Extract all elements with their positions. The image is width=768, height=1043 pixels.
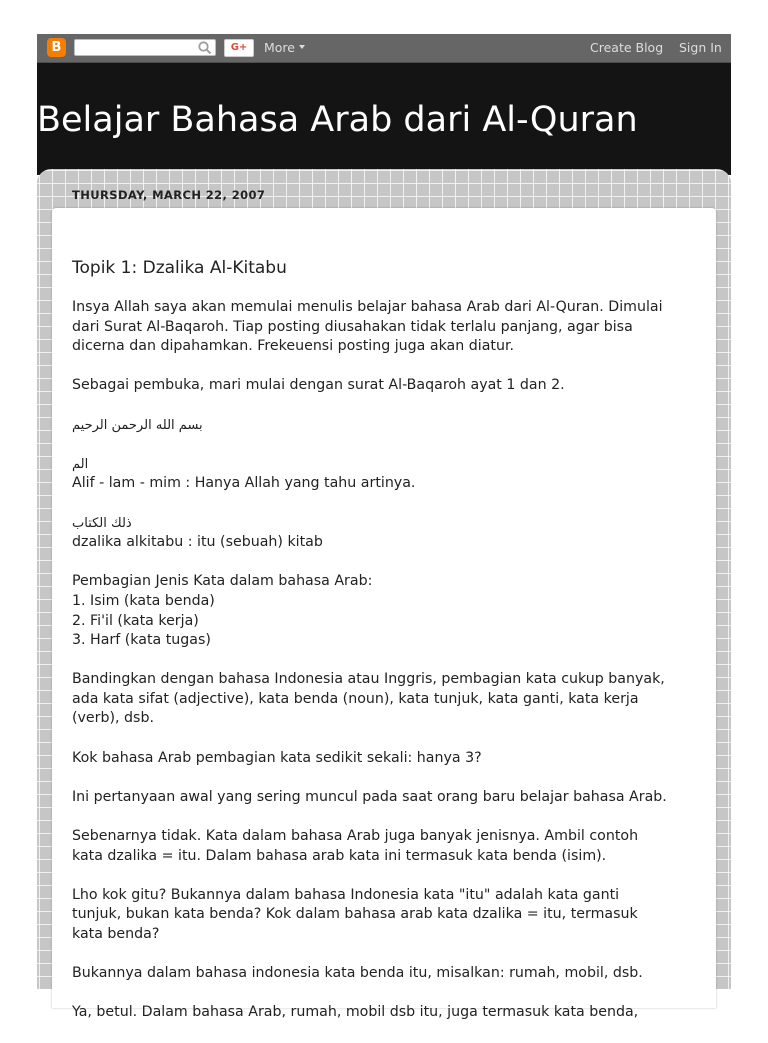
post-text-line: 2. Fi'il (kata kerja) [72, 612, 199, 629]
post-text-line: Insya Allah saya akan memulai menulis belajar bahasa Arab dari Al-Quran. Dimulai [72, 299, 663, 315]
post-paragraph [72, 455, 700, 494]
post-paragraph [72, 572, 700, 650]
post-paragraph [72, 416, 700, 436]
post-paragraph [72, 1003, 700, 1023]
post-paragraph [72, 749, 700, 769]
blog-header [37, 63, 731, 175]
post-text-line: dicerna dan dipahamkan. Frekeuensi posting juga akan diatur. [72, 338, 514, 355]
post-paragraph [72, 788, 700, 808]
post-text-line: 1. Isim (kata benda) [72, 592, 215, 609]
google-plus-icon[interactable]: G+ [224, 39, 254, 57]
blog-body [37, 169, 731, 1021]
post-text-line: Pembagian Jenis Kata dalam bahasa Arab: [72, 573, 373, 590]
post-text-line: Ya, betul. Dalam bahasa Arab, rumah, mobil dsb itu, juga termasuk kata benda, [72, 1004, 639, 1021]
sign-in-link[interactable]: Sign In [679, 40, 722, 55]
post-text-line: dari Surat Al-Baqaroh. Tiap posting diusahakan tidak terlalu panjang, agar bisa [72, 318, 633, 335]
post-paragraph [72, 376, 700, 396]
post-paragraph [72, 298, 700, 357]
post-body [72, 298, 700, 1043]
search-icon[interactable] [197, 40, 213, 56]
post-text-line: Alif - lam - mim : Hanya Allah yang tahu artinya. [72, 475, 416, 492]
blog-title[interactable]: Belajar Bahasa Arab dari Al-Quran [37, 100, 638, 140]
post-text-line: kata dzalika = itu. Dalam bahasa arab kata ini termasuk kata benda (isim). [72, 847, 607, 864]
post-text-line: Lho kok gitu? Bukannya dalam bahasa Indonesia kata "itu" adalah kata ganti [72, 886, 620, 903]
arabic-text: بسم الله الرحمن الرحيم [72, 417, 203, 433]
post-text-line: Sebenarnya tidak. Kata dalam bahasa Arab juga banyak jenisnya. Ambil contoh [72, 828, 639, 845]
create-blog-link[interactable]: Create Blog [590, 40, 664, 55]
blogger-navbar [37, 34, 731, 63]
more-menu-button[interactable]: More [264, 40, 295, 55]
navbar-search-input[interactable] [74, 39, 216, 56]
post-paragraph [72, 886, 700, 945]
post-paragraph [72, 964, 700, 984]
post-text-line: (verb), dsb. [72, 710, 154, 727]
caret-down-icon[interactable] [299, 45, 305, 49]
blogger-logo-icon[interactable]: B [47, 38, 66, 57]
post-paragraph [72, 827, 700, 866]
post-text-line: Bukannya dalam bahasa indonesia kata benda itu, misalkan: rumah, mobil, dsb. [72, 965, 643, 982]
post-text-line: tunjuk, bukan kata benda? Kok dalam bahasa arab kata dzalika = itu, termasuk [72, 906, 638, 923]
post-text-line: Ini pertanyaan awal yang sering muncul pada saat orang baru belajar bahasa Arab. [72, 788, 667, 805]
blog-page [37, 34, 731, 1021]
post-text-line: 3. Harf (kata tugas) [72, 632, 211, 649]
post-paragraph [72, 514, 700, 553]
arabic-text: الم [72, 456, 89, 472]
arabic-text: ذلك الكتاب [72, 515, 132, 531]
post-text-line: Sebagai pembuka, mari mulai dengan surat Al-Baqaroh ayat 1 dan 2. [72, 377, 565, 394]
post-paragraph [72, 670, 700, 729]
post-title[interactable]: Topik 1: Dzalika Al-Kitabu [72, 258, 287, 278]
post-text-line: kata benda? [72, 926, 160, 942]
post-text-line: Bandingkan dengan bahasa Indonesia atau Inggris, pembagian kata cukup banyak, [72, 671, 665, 688]
post-text-line: ada kata sifat (adjective), kata benda (noun), kata tunjuk, kata ganti, kata kerja [72, 690, 639, 707]
post-card [52, 208, 716, 1021]
post-text-line: dzalika alkitabu : itu (sebuah) kitab [72, 534, 323, 551]
post-date-header: THURSDAY, MARCH 22, 2007 [72, 188, 266, 202]
post-text-line: Kok bahasa Arab pembagian kata sedikit sekali: hanya 3? [72, 749, 482, 766]
